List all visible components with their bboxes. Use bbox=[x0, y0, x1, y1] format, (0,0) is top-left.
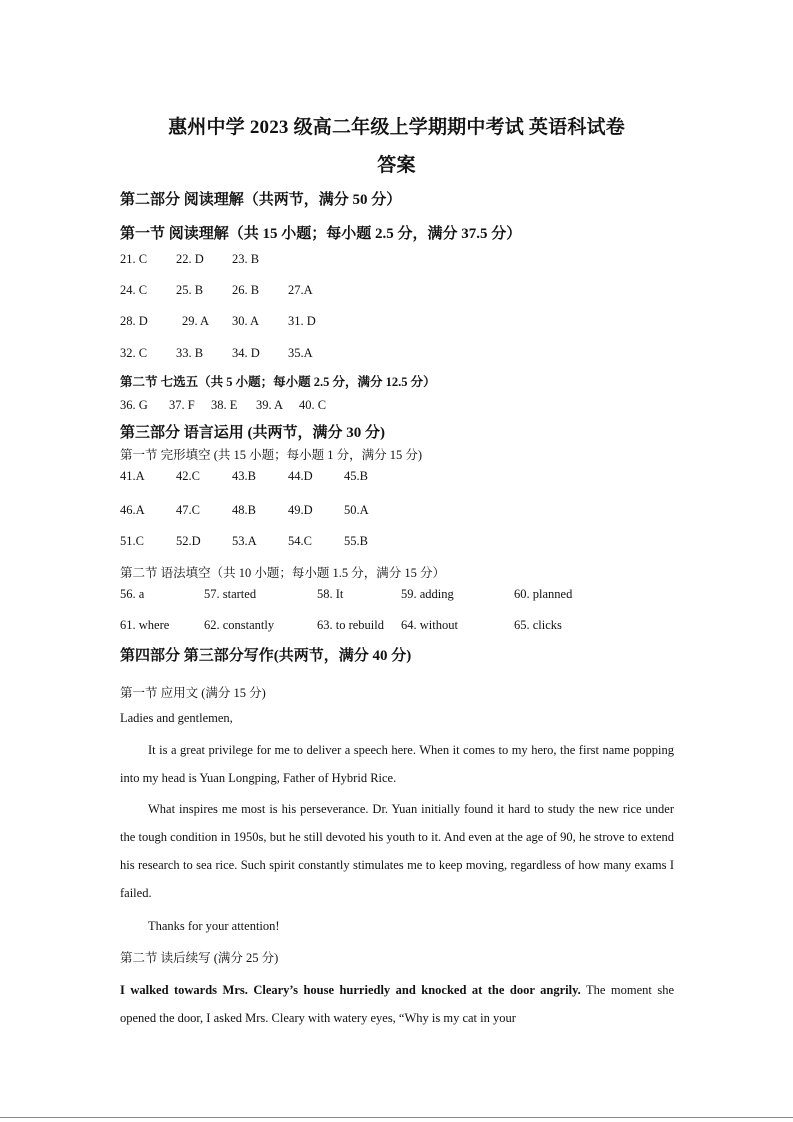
answer-item: 36. G bbox=[120, 398, 148, 412]
part3-heading: 第三部分 语言运用 (共两节，满分 30 分) bbox=[120, 425, 385, 441]
answer-item: 33. B bbox=[176, 346, 204, 360]
answer-row bbox=[0, 618, 793, 636]
letter-salutation: Ladies and gentlemen, bbox=[120, 711, 233, 725]
answer-item: 46.A bbox=[120, 503, 145, 517]
answer-row bbox=[0, 314, 793, 332]
answer-row bbox=[0, 398, 793, 416]
part4-heading: 第四部分 第三部分写作(共两节，满分 40 分) bbox=[120, 648, 412, 664]
answer-item: 38. E bbox=[211, 398, 238, 412]
answer-row bbox=[0, 283, 793, 301]
letter-paragraph: It is a great privilege for me to deliver a speech here. When it comes to my hero, the first name popping into my head is Yuan Longping, Father of Hybrid Rice. bbox=[120, 743, 674, 785]
answer-item: 54.C bbox=[288, 534, 312, 548]
answer-item: 59. adding bbox=[401, 587, 454, 601]
answer-item: 30. A bbox=[232, 314, 260, 328]
answer-item: 31. D bbox=[288, 314, 316, 328]
answer-item: 44.D bbox=[288, 469, 313, 483]
answer-item: 51.C bbox=[120, 534, 144, 548]
answer-item: 41.A bbox=[120, 469, 145, 483]
answer-item: 26. B bbox=[232, 283, 260, 297]
answer-item: 25. B bbox=[176, 283, 204, 297]
answer-item: 58. It bbox=[317, 587, 344, 601]
answer-item: 21. C bbox=[120, 252, 148, 266]
answer-item: 24. C bbox=[120, 283, 148, 297]
part4-section2-heading: 第二节 读后续写 (满分 25 分) bbox=[120, 951, 279, 965]
answer-item: 39. A bbox=[256, 398, 284, 412]
part4-section1-heading: 第一节 应用文 (满分 15 分) bbox=[120, 686, 266, 700]
part2-heading: 第二部分 阅读理解（共两节，满分 50 分） bbox=[120, 192, 402, 208]
answer-item: 43.B bbox=[232, 469, 256, 483]
answer-item: 60. planned bbox=[514, 587, 573, 601]
answer-item: 53.A bbox=[232, 534, 257, 548]
answer-item: 57. started bbox=[204, 587, 257, 601]
answer-item: 37. F bbox=[169, 398, 195, 412]
page-title: 惠州中学 2023 级高二年级上学期期中考试 英语科试卷 bbox=[168, 117, 625, 138]
answer-item: 55.B bbox=[344, 534, 368, 548]
part2-section2-heading: 第二节 七选五（共 5 小题；每小题 2.5 分，满分 12.5 分） bbox=[120, 375, 436, 389]
answer-item: 42.C bbox=[176, 469, 200, 483]
answer-row bbox=[0, 469, 793, 487]
answer-row bbox=[0, 587, 793, 605]
answer-item: 63. to rebuild bbox=[317, 618, 385, 632]
answer-item: 22. D bbox=[176, 252, 204, 266]
answer-item: 40. C bbox=[299, 398, 327, 412]
answer-item: 34. D bbox=[232, 346, 260, 360]
answer-item: 56. a bbox=[120, 587, 145, 601]
continuation-paragraph bbox=[120, 976, 674, 1032]
answer-row bbox=[0, 534, 793, 552]
answer-item: 27.A bbox=[288, 283, 313, 297]
answer-item: 23. B bbox=[232, 252, 260, 266]
answer-item: 28. D bbox=[120, 314, 148, 328]
answer-item: 52.D bbox=[176, 534, 201, 548]
answer-row bbox=[0, 252, 793, 270]
letter-paragraph: Thanks for your attention! bbox=[148, 919, 280, 933]
answer-item: 35.A bbox=[288, 346, 313, 360]
part3-section1-heading: 第一节 完形填空 (共 15 小题；每小题 1 分，满分 15 分) bbox=[120, 448, 423, 462]
part3-section2-heading: 第二节 语法填空（共 10 小题；每小题 1.5 分，满分 15 分） bbox=[120, 566, 446, 580]
answer-item: 48.B bbox=[232, 503, 256, 517]
page-bottom-rule bbox=[0, 1117, 793, 1118]
answer-item: 64. without bbox=[401, 618, 458, 632]
answer-item: 61. where bbox=[120, 618, 170, 632]
answer-row bbox=[0, 503, 793, 521]
answer-item: 32. C bbox=[120, 346, 148, 360]
continuation-text: The moment she opened the door, I asked Mrs. Cleary with watery eyes, “Why is my cat in your bbox=[120, 983, 674, 1025]
answer-row bbox=[0, 346, 793, 364]
answer-item: 50.A bbox=[344, 503, 369, 517]
page-subtitle: 答案 bbox=[377, 155, 416, 176]
letter-paragraph: What inspires me most is his perseverance. Dr. Yuan initially found it hard to study the new rice under the tough condition in 1950s, but he still devoted his youth to it. And even at the age of 90, he strove to extend his research to sea rice. Such spirit constantly stimulates me to keep moving, regardless of how many exams I failed. bbox=[120, 802, 674, 900]
answer-item: 62. constantly bbox=[204, 618, 275, 632]
answer-item: 29. A bbox=[182, 314, 210, 328]
answer-item: 45.B bbox=[344, 469, 368, 483]
continuation-opening-sentence: I walked towards Mrs. Cleary’s house hurriedly and knocked at the door angrily. bbox=[120, 983, 581, 997]
answer-item: 65. clicks bbox=[514, 618, 562, 632]
answer-item: 47.C bbox=[176, 503, 200, 517]
part2-section1-heading: 第一节 阅读理解（共 15 小题；每小题 2.5 分，满分 37.5 分） bbox=[120, 226, 522, 242]
answer-item: 49.D bbox=[288, 503, 313, 517]
